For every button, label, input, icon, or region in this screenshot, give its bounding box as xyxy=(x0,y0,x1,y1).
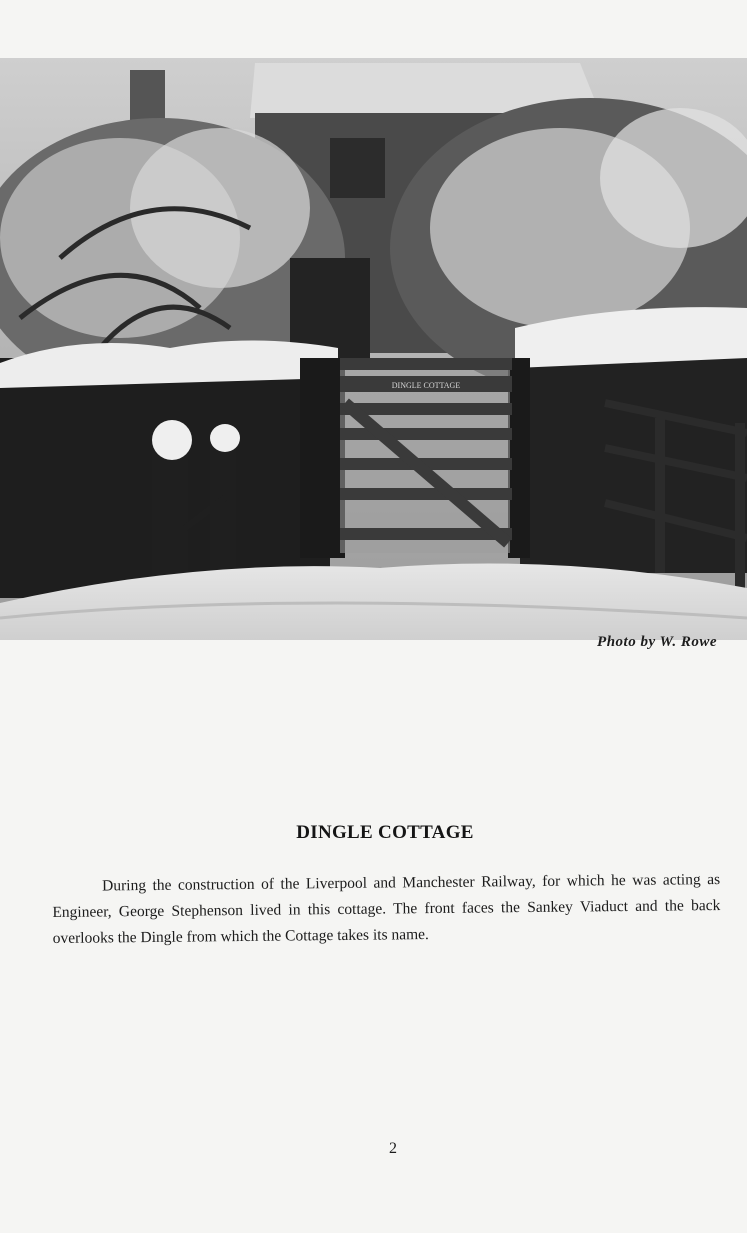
gate-sign: DINGLE COTTAGE xyxy=(391,381,461,390)
photo-credit: Photo by W. Rowe xyxy=(597,634,717,650)
photo-illustration xyxy=(0,58,747,640)
article-title: DINGLE COTTAGE xyxy=(296,822,474,843)
gate xyxy=(340,358,512,553)
page-number: 2 xyxy=(389,1140,397,1157)
cottage-photograph xyxy=(0,58,747,640)
article-paragraph: During the construction of the Liverpool and Manchester Railway, for which he was acting as Engineer, George Stephenson lived in this cottage. The front faces the Sankey Viaduct and the back overlooks the Dingle from which the Cottage takes its name. xyxy=(52,870,721,947)
